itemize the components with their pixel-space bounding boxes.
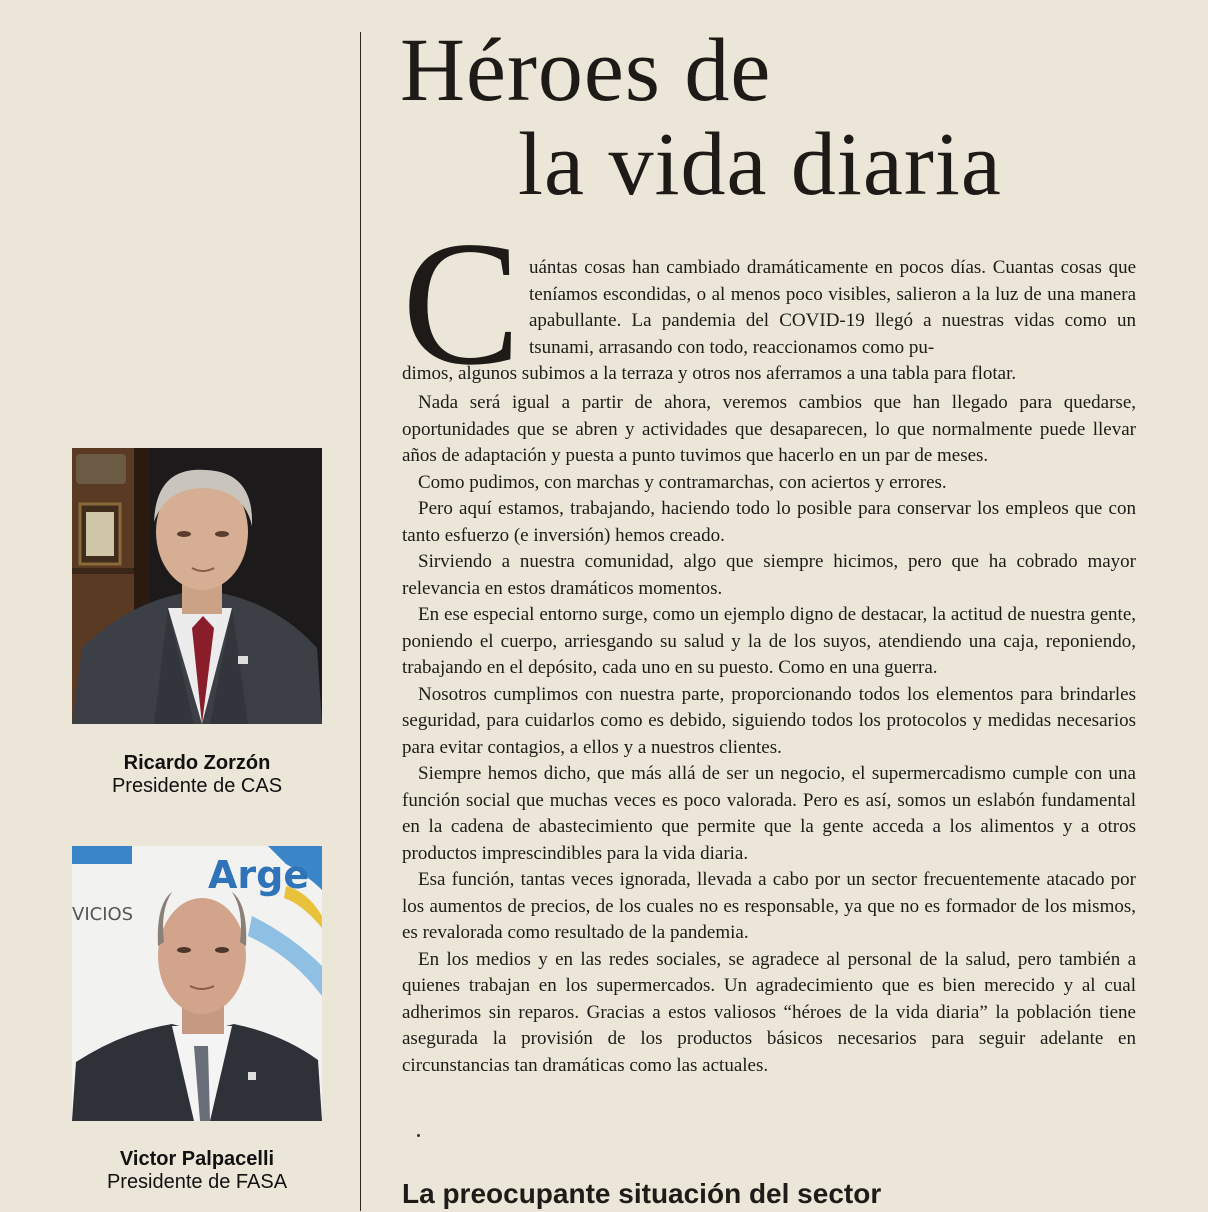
- paragraph: Como pudimos, con marchas y contramarchas, con aciertos y errores.: [418, 471, 947, 493]
- photo-ricardo-zorzon: [72, 448, 322, 724]
- paragraph: Pero aquí estamos, trabajando, haciendo todo lo posible para conservar los empleos que con tanto esfuerzo (e inversión) hemos creado.: [402, 498, 1136, 546]
- person-role: Presidente de CAS: [111, 775, 283, 797]
- lead-text-end: dimos, algunos subimos a la terraza y otros nos aferramos a una tabla para flotar.: [402, 363, 1017, 384]
- article-body: [402, 390, 1136, 1079]
- lead-paragraph: [529, 255, 1136, 361]
- column-divider: [360, 32, 361, 1211]
- article-title-line-1: Héroes de: [400, 21, 772, 120]
- paragraph: Sirviendo a nuestra comunidad, algo que siempre hicimos, pero que ha cobrado mayor relevancia en estos dramáticos momentos.: [402, 551, 1136, 599]
- stray-dot: [417, 1134, 420, 1137]
- paragraph: En ese especial entorno surge, como un ejemplo digno de destacar, la actitud de nuestra gente, poniendo el cuerpo, arriesgando su salud y la de los suyos, atendiendo una caja, reponiendo, trabajando en el depósito, cada uno en su puesto. Como en una guerra.: [402, 604, 1136, 678]
- drop-cap: C: [402, 204, 521, 402]
- paragraph: Nosotros cumplimos con nuestra parte, proporcionando todos los elementos para brindarles seguridad, para cuidarlos como es debido, siguiendo todos los protocolos y medidas necesarios para evitar contagios, a ellos y a nuestros clientes.: [402, 683, 1136, 758]
- person-name: Victor Palpacelli: [119, 1148, 275, 1170]
- caption-ricardo-zorzon: [72, 752, 322, 798]
- paragraph: Siempre hemos dicho, que más allá de ser un negocio, el supermercadismo cumple con una función social que muchas veces es poco valorada. Pero es así, somos un eslabón fundamental en la cadena de abastecimiento que permite que la gente acceda a los alimentos y a otros productos imprescindibles para la vida diaria.: [402, 763, 1136, 864]
- backdrop-sign-text: VICIOS: [72, 904, 134, 925]
- backdrop-logo-text: Arge: [208, 853, 310, 897]
- person-name: Ricardo Zorzón: [123, 752, 271, 774]
- paragraph: Esa función, tantas veces ignorada, llevada a cabo por un sector frecuentemente atacado por los aumentos de precios, de los cuales no es responsable, ya que no es formador de los mismos, es revalorada como resultado de la pandemia.: [402, 869, 1136, 943]
- person-role: Presidente de FASA: [106, 1171, 288, 1193]
- caption-victor-palpacelli: [72, 1148, 322, 1194]
- section-subheading: La preocupante situación del sector: [402, 1178, 882, 1210]
- lead-paragraph-continuation: [402, 361, 1136, 388]
- paragraph: En los medios y en las redes sociales, se agradece al personal de la salud, pero también a quienes trabajan en los supermercados. Un agradecimiento que es bien merecido y al cual adherimos sin reparos. Gracias a estos valiosos “héroes de la vida diaria” la población tiene asegurada la provisión de los productos básicos necesarios para seguir adelante en circunstancias tan dramáticas como las actuales.: [402, 948, 1136, 1076]
- photo-victor-palpacelli: [72, 846, 322, 1121]
- article-title-line-2: la vida diaria: [518, 115, 1002, 214]
- lead-text: uántas cosas han cambiado dramáticamente en pocos días. Cuantas cosas que teníamos escondidas, o al menos poco visibles, salieron a la luz de una manera apabullante. La pandemia del COVID-19 llegó a nuestras vidas como un tsunami, arrasando con todo, reaccionamos como pu-: [529, 257, 1136, 358]
- paragraph: Nada será igual a partir de ahora, veremos cambios que han llegado para quedarse, oportunidades que se abren y actividades que desaparecen, lo que normalmente puede llevar años de adaptación y puesta a punto tuvimos que hacerlo en un par de meses.: [402, 392, 1136, 466]
